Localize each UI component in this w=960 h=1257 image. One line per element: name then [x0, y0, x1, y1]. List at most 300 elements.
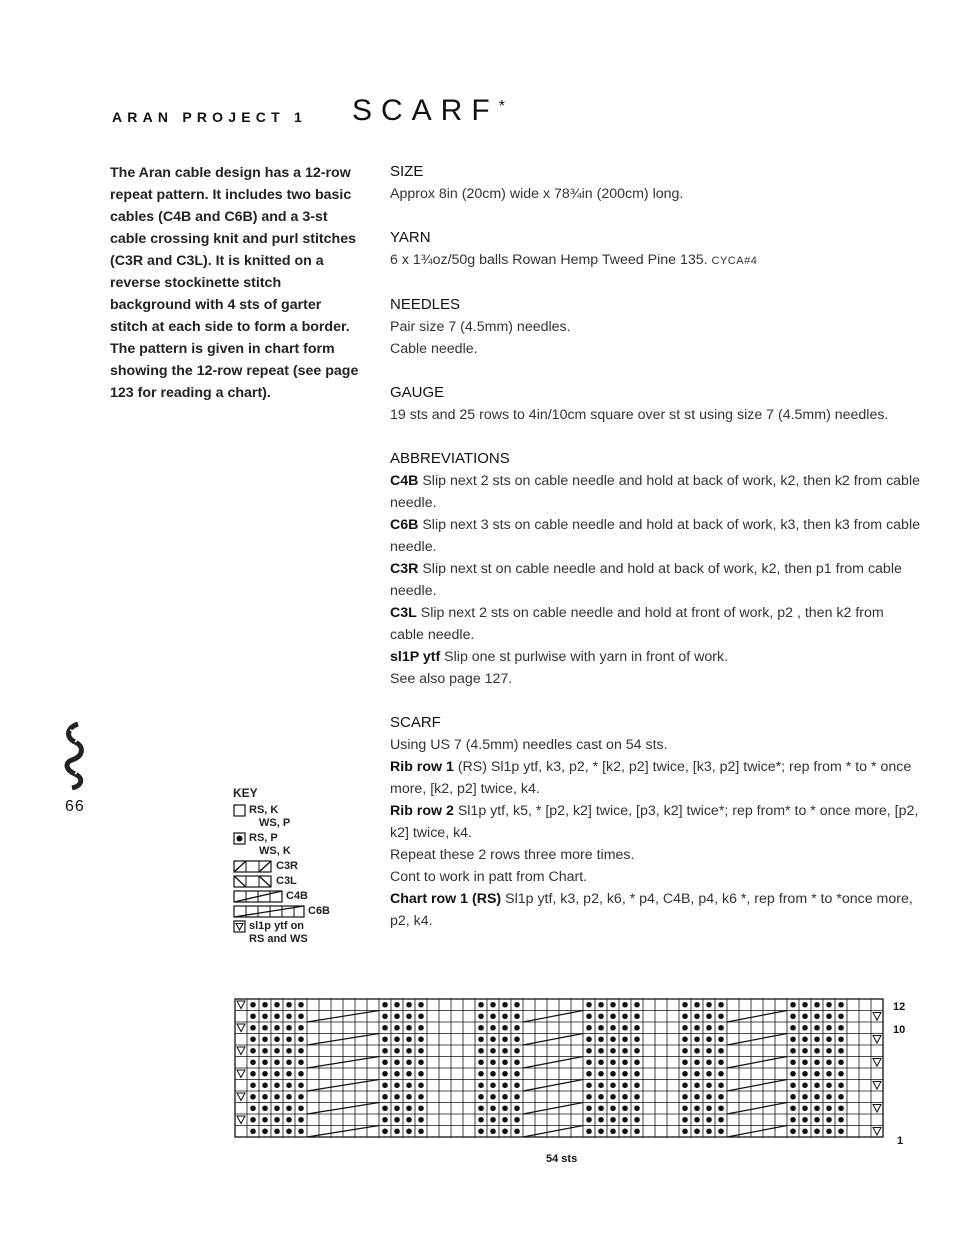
- purl-dot: [250, 1071, 256, 1077]
- purl-dot: [682, 1094, 688, 1100]
- purl-dot: [406, 1048, 412, 1054]
- purl-dot: [478, 1059, 484, 1065]
- purl-dot: [814, 1117, 820, 1123]
- page-number: 66: [65, 798, 85, 815]
- purl-dot: [286, 1128, 292, 1134]
- empty-square-icon: [233, 804, 246, 817]
- stitch-count-label: 54 sts: [546, 1153, 578, 1165]
- purl-dot: [706, 1071, 712, 1077]
- purl-dot: [406, 1094, 412, 1100]
- purl-dot: [838, 1002, 844, 1008]
- purl-dot: [634, 1025, 640, 1031]
- rib-row-1-text: (RS) Sl1p ytf, k3, p2, * [k2, p2] twice, [k3, p2] twice*; rep from * to * once more, [k2, p2] twice, k4.: [390, 759, 912, 797]
- abbr-term: C6B: [390, 517, 419, 533]
- purl-dot: [694, 1128, 700, 1134]
- purl-dot: [694, 1036, 700, 1042]
- purl-dot: [718, 1082, 724, 1088]
- abbr-item: [390, 558, 920, 602]
- purl-dot: [298, 1117, 304, 1123]
- purl-dot: [682, 1036, 688, 1042]
- purl-dot: [706, 1013, 712, 1019]
- purl-dot: [490, 1071, 496, 1077]
- purl-dot: [418, 1094, 424, 1100]
- key-item: [233, 890, 373, 903]
- purl-dot: [622, 1025, 628, 1031]
- purl-dot: [718, 1013, 724, 1019]
- abbr-item: [390, 470, 920, 514]
- purl-dot: [502, 1082, 508, 1088]
- purl-dot: [682, 1071, 688, 1077]
- rib-row-1-label: Rib row 1: [390, 759, 454, 775]
- purl-dot: [274, 1128, 280, 1134]
- purl-dot: [598, 1128, 604, 1134]
- purl-dot: [478, 1082, 484, 1088]
- purl-dot: [394, 1094, 400, 1100]
- key-label: sl1p ytf on: [249, 920, 305, 932]
- purl-dot: [262, 1013, 268, 1019]
- purl-dot: [418, 1002, 424, 1008]
- purl-dot: [598, 1036, 604, 1042]
- purl-dot: [622, 1036, 628, 1042]
- purl-dot: [382, 1013, 388, 1019]
- yarn-heading: YARN: [390, 229, 431, 246]
- purl-dot: [286, 1094, 292, 1100]
- purl-dot: [286, 1013, 292, 1019]
- purl-dot: [802, 1002, 808, 1008]
- purl-dot: [694, 1013, 700, 1019]
- key-item: [233, 905, 373, 918]
- purl-dot: [490, 1059, 496, 1065]
- purl-dot: [514, 1082, 520, 1088]
- purl-dot: [418, 1117, 424, 1123]
- purl-dot: [418, 1082, 424, 1088]
- purl-dot: [478, 1013, 484, 1019]
- purl-dot: [382, 1048, 388, 1054]
- purl-dot: [622, 1002, 628, 1008]
- purl-dot: [250, 1002, 256, 1008]
- row-label-12: 12: [893, 1001, 906, 1013]
- dot-square-icon: [233, 832, 246, 845]
- purl-dot: [514, 1094, 520, 1100]
- purl-dot: [406, 1071, 412, 1077]
- purl-dot: [382, 1105, 388, 1111]
- yarn-cyca: CYCA#4: [711, 255, 758, 267]
- purl-dot: [382, 1117, 388, 1123]
- purl-dot: [586, 1025, 592, 1031]
- purl-dot: [682, 1048, 688, 1054]
- purl-dot: [418, 1048, 424, 1054]
- purl-dot: [610, 1036, 616, 1042]
- purl-dot: [838, 1094, 844, 1100]
- purl-dot: [694, 1002, 700, 1008]
- purl-dot: [682, 1128, 688, 1134]
- purl-dot: [706, 1105, 712, 1111]
- purl-dot: [814, 1082, 820, 1088]
- abbr-term: C3L: [390, 605, 417, 621]
- purl-dot: [838, 1128, 844, 1134]
- purl-dot: [826, 1013, 832, 1019]
- purl-dot: [286, 1082, 292, 1088]
- rib-row-2-label: Rib row 2: [390, 803, 454, 819]
- cable-ornament-icon: [60, 720, 90, 790]
- rib-row-1: [390, 756, 920, 800]
- purl-dot: [418, 1059, 424, 1065]
- purl-dot: [622, 1013, 628, 1019]
- purl-dot: [598, 1048, 604, 1054]
- purl-dot: [610, 1094, 616, 1100]
- purl-dot: [694, 1094, 700, 1100]
- abbr-item: [390, 602, 920, 646]
- key-item: [233, 920, 373, 946]
- purl-dot: [706, 1059, 712, 1065]
- purl-dot: [502, 1071, 508, 1077]
- purl-dot: [610, 1025, 616, 1031]
- purl-dot: [298, 1002, 304, 1008]
- purl-dot: [262, 1094, 268, 1100]
- purl-dot: [790, 1094, 796, 1100]
- purl-dot: [610, 1128, 616, 1134]
- intro-paragraph: The Aran cable design has a 12-row repeat pattern. It includes two basic cables (C4B and C6B) and a 3-st cable crossing knit and purl stitches (C3R and C3L). It is knitted on a reverse stockinette stitch background with 4 sts of garter stitch at each side to form a border. The pattern is given in chart form showing the 12-row repeat (see page 123 for reading a chart).: [110, 165, 359, 401]
- purl-dot: [250, 1105, 256, 1111]
- abbr-see-also: See also page 127.: [390, 671, 513, 687]
- purl-dot: [634, 1071, 640, 1077]
- purl-dot: [406, 1013, 412, 1019]
- purl-dot: [478, 1036, 484, 1042]
- purl-dot: [838, 1117, 844, 1123]
- purl-dot: [682, 1105, 688, 1111]
- purl-dot: [814, 1036, 820, 1042]
- purl-dot: [298, 1013, 304, 1019]
- chart-key: [233, 786, 373, 948]
- purl-dot: [262, 1105, 268, 1111]
- purl-dot: [622, 1117, 628, 1123]
- purl-dot: [802, 1013, 808, 1019]
- purl-dot: [814, 1025, 820, 1031]
- abbr-text: Slip one st purlwise with yarn in front of work.: [444, 649, 729, 665]
- purl-dot: [634, 1036, 640, 1042]
- purl-dot: [706, 1025, 712, 1031]
- purl-dot: [586, 1002, 592, 1008]
- purl-dot: [586, 1048, 592, 1054]
- purl-dot: [490, 1117, 496, 1123]
- purl-dot: [406, 1059, 412, 1065]
- purl-dot: [802, 1025, 808, 1031]
- purl-dot: [502, 1013, 508, 1019]
- purl-dot: [706, 1117, 712, 1123]
- purl-dot: [838, 1105, 844, 1111]
- purl-dot: [394, 1036, 400, 1042]
- purl-dot: [406, 1025, 412, 1031]
- purl-dot: [682, 1025, 688, 1031]
- purl-dot: [406, 1036, 412, 1042]
- row-label-10: 10: [893, 1024, 906, 1036]
- repeat-text: Repeat these 2 rows three more times.: [390, 847, 635, 863]
- purl-dot: [790, 1025, 796, 1031]
- purl-dot: [490, 1128, 496, 1134]
- purl-dot: [502, 1025, 508, 1031]
- purl-dot: [634, 1105, 640, 1111]
- c3r-symbol-icon: [233, 860, 273, 873]
- abbr-text: Slip next 2 sts on cable needle and hold at back of work, k2, then k2 from cable needle.: [390, 473, 920, 511]
- key-label: RS, K: [249, 804, 279, 816]
- purl-dot: [490, 1036, 496, 1042]
- purl-dot: [634, 1002, 640, 1008]
- purl-dot: [826, 1071, 832, 1077]
- purl-dot: [490, 1094, 496, 1100]
- purl-dot: [826, 1059, 832, 1065]
- abbr-term: sl1P ytf: [390, 649, 441, 665]
- purl-dot: [250, 1013, 256, 1019]
- abbr-text: Slip next 2 sts on cable needle and hold at front of work, p2 , then k2 from cable needle.: [390, 605, 884, 643]
- key-label: C6B: [308, 905, 331, 917]
- purl-dot: [826, 1117, 832, 1123]
- purl-dot: [610, 1105, 616, 1111]
- purl-dot: [286, 1071, 292, 1077]
- purl-dot: [814, 1048, 820, 1054]
- purl-dot: [274, 1117, 280, 1123]
- purl-dot: [418, 1036, 424, 1042]
- key-label-2: WS, K: [259, 845, 291, 857]
- purl-dot: [718, 1117, 724, 1123]
- purl-dot: [478, 1117, 484, 1123]
- purl-dot: [838, 1036, 844, 1042]
- purl-dot: [502, 1094, 508, 1100]
- purl-dot: [478, 1128, 484, 1134]
- gauge-text: 19 sts and 25 rows to 4in/10cm square over st st using size 7 (4.5mm) needles.: [390, 407, 889, 423]
- purl-dot: [826, 1082, 832, 1088]
- purl-dot: [826, 1128, 832, 1134]
- purl-dot: [298, 1071, 304, 1077]
- purl-dot: [802, 1117, 808, 1123]
- purl-dot: [514, 1105, 520, 1111]
- purl-dot: [682, 1059, 688, 1065]
- purl-dot: [586, 1071, 592, 1077]
- purl-dot: [718, 1105, 724, 1111]
- purl-dot: [250, 1025, 256, 1031]
- needles-heading: NEEDLES: [390, 296, 461, 313]
- purl-dot: [286, 1105, 292, 1111]
- key-item: [233, 832, 373, 858]
- key-label: C3L: [276, 875, 297, 887]
- purl-dot: [622, 1105, 628, 1111]
- purl-dot: [394, 1117, 400, 1123]
- purl-dot: [802, 1071, 808, 1077]
- purl-dot: [490, 1025, 496, 1031]
- purl-dot: [514, 1128, 520, 1134]
- purl-dot: [610, 1082, 616, 1088]
- purl-dot: [286, 1025, 292, 1031]
- purl-dot: [718, 1094, 724, 1100]
- key-label: C3R: [276, 860, 299, 872]
- purl-dot: [802, 1082, 808, 1088]
- purl-dot: [394, 1105, 400, 1111]
- needles-line2: Cable needle.: [390, 341, 478, 357]
- purl-dot: [262, 1025, 268, 1031]
- key-label: RS, P: [249, 832, 278, 844]
- purl-dot: [250, 1048, 256, 1054]
- title-star: *: [498, 98, 505, 115]
- purl-dot: [406, 1002, 412, 1008]
- rib-row-2: [390, 800, 920, 844]
- purl-dot: [790, 1071, 796, 1077]
- purl-dot: [598, 1059, 604, 1065]
- purl-dot: [598, 1025, 604, 1031]
- purl-dot: [286, 1036, 292, 1042]
- abbreviations-heading: ABBREVIATIONS: [390, 450, 510, 467]
- purl-dot: [706, 1082, 712, 1088]
- abbr-item: [390, 514, 920, 558]
- purl-dot: [274, 1059, 280, 1065]
- purl-dot: [262, 1117, 268, 1123]
- purl-dot: [514, 1048, 520, 1054]
- purl-dot: [610, 1071, 616, 1077]
- purl-dot: [682, 1117, 688, 1123]
- purl-dot: [838, 1082, 844, 1088]
- purl-dot: [598, 1094, 604, 1100]
- purl-dot: [406, 1105, 412, 1111]
- gauge-heading: GAUGE: [390, 384, 445, 401]
- purl-dot: [490, 1002, 496, 1008]
- purl-dot: [394, 1002, 400, 1008]
- purl-dot: [274, 1105, 280, 1111]
- purl-dot: [262, 1059, 268, 1065]
- purl-dot: [490, 1048, 496, 1054]
- purl-dot: [826, 1002, 832, 1008]
- purl-dot: [250, 1117, 256, 1123]
- purl-dot: [418, 1105, 424, 1111]
- purl-dot: [634, 1082, 640, 1088]
- purl-dot: [382, 1002, 388, 1008]
- purl-dot: [382, 1059, 388, 1065]
- purl-dot: [298, 1094, 304, 1100]
- purl-dot: [406, 1117, 412, 1123]
- purl-dot: [790, 1002, 796, 1008]
- purl-dot: [250, 1059, 256, 1065]
- purl-dot: [814, 1013, 820, 1019]
- key-label-2: RS and WS: [249, 933, 308, 945]
- purl-dot: [394, 1071, 400, 1077]
- purl-dot: [586, 1128, 592, 1134]
- purl-dot: [490, 1105, 496, 1111]
- purl-dot: [298, 1025, 304, 1031]
- purl-dot: [418, 1025, 424, 1031]
- abbr-term: C3R: [390, 561, 419, 577]
- purl-dot: [790, 1048, 796, 1054]
- purl-dot: [298, 1082, 304, 1088]
- purl-dot: [262, 1082, 268, 1088]
- purl-dot: [502, 1048, 508, 1054]
- key-item: [233, 804, 373, 830]
- purl-dot: [598, 1002, 604, 1008]
- purl-dot: [586, 1105, 592, 1111]
- purl-dot: [382, 1094, 388, 1100]
- purl-dot: [274, 1094, 280, 1100]
- purl-dot: [694, 1048, 700, 1054]
- purl-dot: [478, 1094, 484, 1100]
- purl-dot: [610, 1059, 616, 1065]
- purl-dot: [622, 1128, 628, 1134]
- purl-dot: [718, 1036, 724, 1042]
- purl-dot: [514, 1071, 520, 1077]
- purl-dot: [694, 1117, 700, 1123]
- purl-dot: [478, 1002, 484, 1008]
- purl-dot: [394, 1048, 400, 1054]
- purl-dot: [286, 1117, 292, 1123]
- purl-dot: [262, 1036, 268, 1042]
- rib-row-2-text: Sl1p ytf, k5, * [p2, k2] twice, [p3, k2] twice*; rep from* to * once more, [p2, k2] twice, k4.: [390, 803, 919, 841]
- purl-dot: [826, 1105, 832, 1111]
- chart-row-1-label: Chart row 1 (RS): [390, 891, 502, 907]
- purl-dot: [718, 1059, 724, 1065]
- purl-dot: [622, 1059, 628, 1065]
- purl-dot: [250, 1094, 256, 1100]
- yarn-line: [390, 249, 920, 272]
- abbr-term: C4B: [390, 473, 419, 489]
- purl-dot: [694, 1082, 700, 1088]
- abbr-text: Slip next 3 sts on cable needle and hold at back of work, k3, then k3 from cable needle.: [390, 517, 920, 555]
- purl-dot: [586, 1094, 592, 1100]
- purl-dot: [634, 1117, 640, 1123]
- chart-row-1-text: Sl1p ytf, k3, p2, k6, * p4, C4B, p4, k6 *, rep from * to *once more, p2, k4.: [390, 891, 913, 929]
- purl-dot: [286, 1048, 292, 1054]
- page-title: [352, 94, 505, 128]
- size-heading: SIZE: [390, 163, 424, 180]
- key-item: [233, 875, 373, 888]
- purl-dot: [718, 1128, 724, 1134]
- purl-dot: [598, 1013, 604, 1019]
- purl-dot: [814, 1059, 820, 1065]
- purl-dot: [610, 1002, 616, 1008]
- purl-dot: [586, 1117, 592, 1123]
- row-label-1: 1: [897, 1135, 904, 1147]
- purl-dot: [610, 1048, 616, 1054]
- purl-dot: [490, 1082, 496, 1088]
- purl-dot: [838, 1059, 844, 1065]
- purl-dot: [478, 1048, 484, 1054]
- purl-dot: [598, 1117, 604, 1123]
- purl-dot: [598, 1105, 604, 1111]
- purl-dot: [298, 1059, 304, 1065]
- purl-dot: [274, 1013, 280, 1019]
- purl-dot: [514, 1025, 520, 1031]
- purl-dot: [802, 1059, 808, 1065]
- purl-dot: [706, 1048, 712, 1054]
- purl-dot: [262, 1048, 268, 1054]
- purl-dot: [502, 1105, 508, 1111]
- purl-dot: [838, 1071, 844, 1077]
- purl-dot: [622, 1094, 628, 1100]
- yarn-text: 6 x 1¾oz/50g balls Rowan Hemp Tweed Pine 135.: [390, 252, 708, 268]
- c4b-symbol-icon: [233, 890, 283, 903]
- purl-dot: [634, 1048, 640, 1054]
- purl-dot: [274, 1002, 280, 1008]
- purl-dot: [622, 1071, 628, 1077]
- purl-dot: [718, 1048, 724, 1054]
- purl-dot: [790, 1059, 796, 1065]
- purl-dot: [634, 1094, 640, 1100]
- header-label: ARAN PROJECT 1: [112, 109, 307, 125]
- purl-dot: [814, 1071, 820, 1077]
- purl-dot: [598, 1071, 604, 1077]
- purl-dot: [250, 1036, 256, 1042]
- purl-dot: [262, 1002, 268, 1008]
- purl-dot: [634, 1059, 640, 1065]
- purl-dot: [790, 1036, 796, 1042]
- purl-dot: [298, 1048, 304, 1054]
- key-item: [233, 860, 373, 873]
- purl-dot: [394, 1082, 400, 1088]
- scarf-cast-on: Using US 7 (4.5mm) needles cast on 54 sts.: [390, 737, 668, 753]
